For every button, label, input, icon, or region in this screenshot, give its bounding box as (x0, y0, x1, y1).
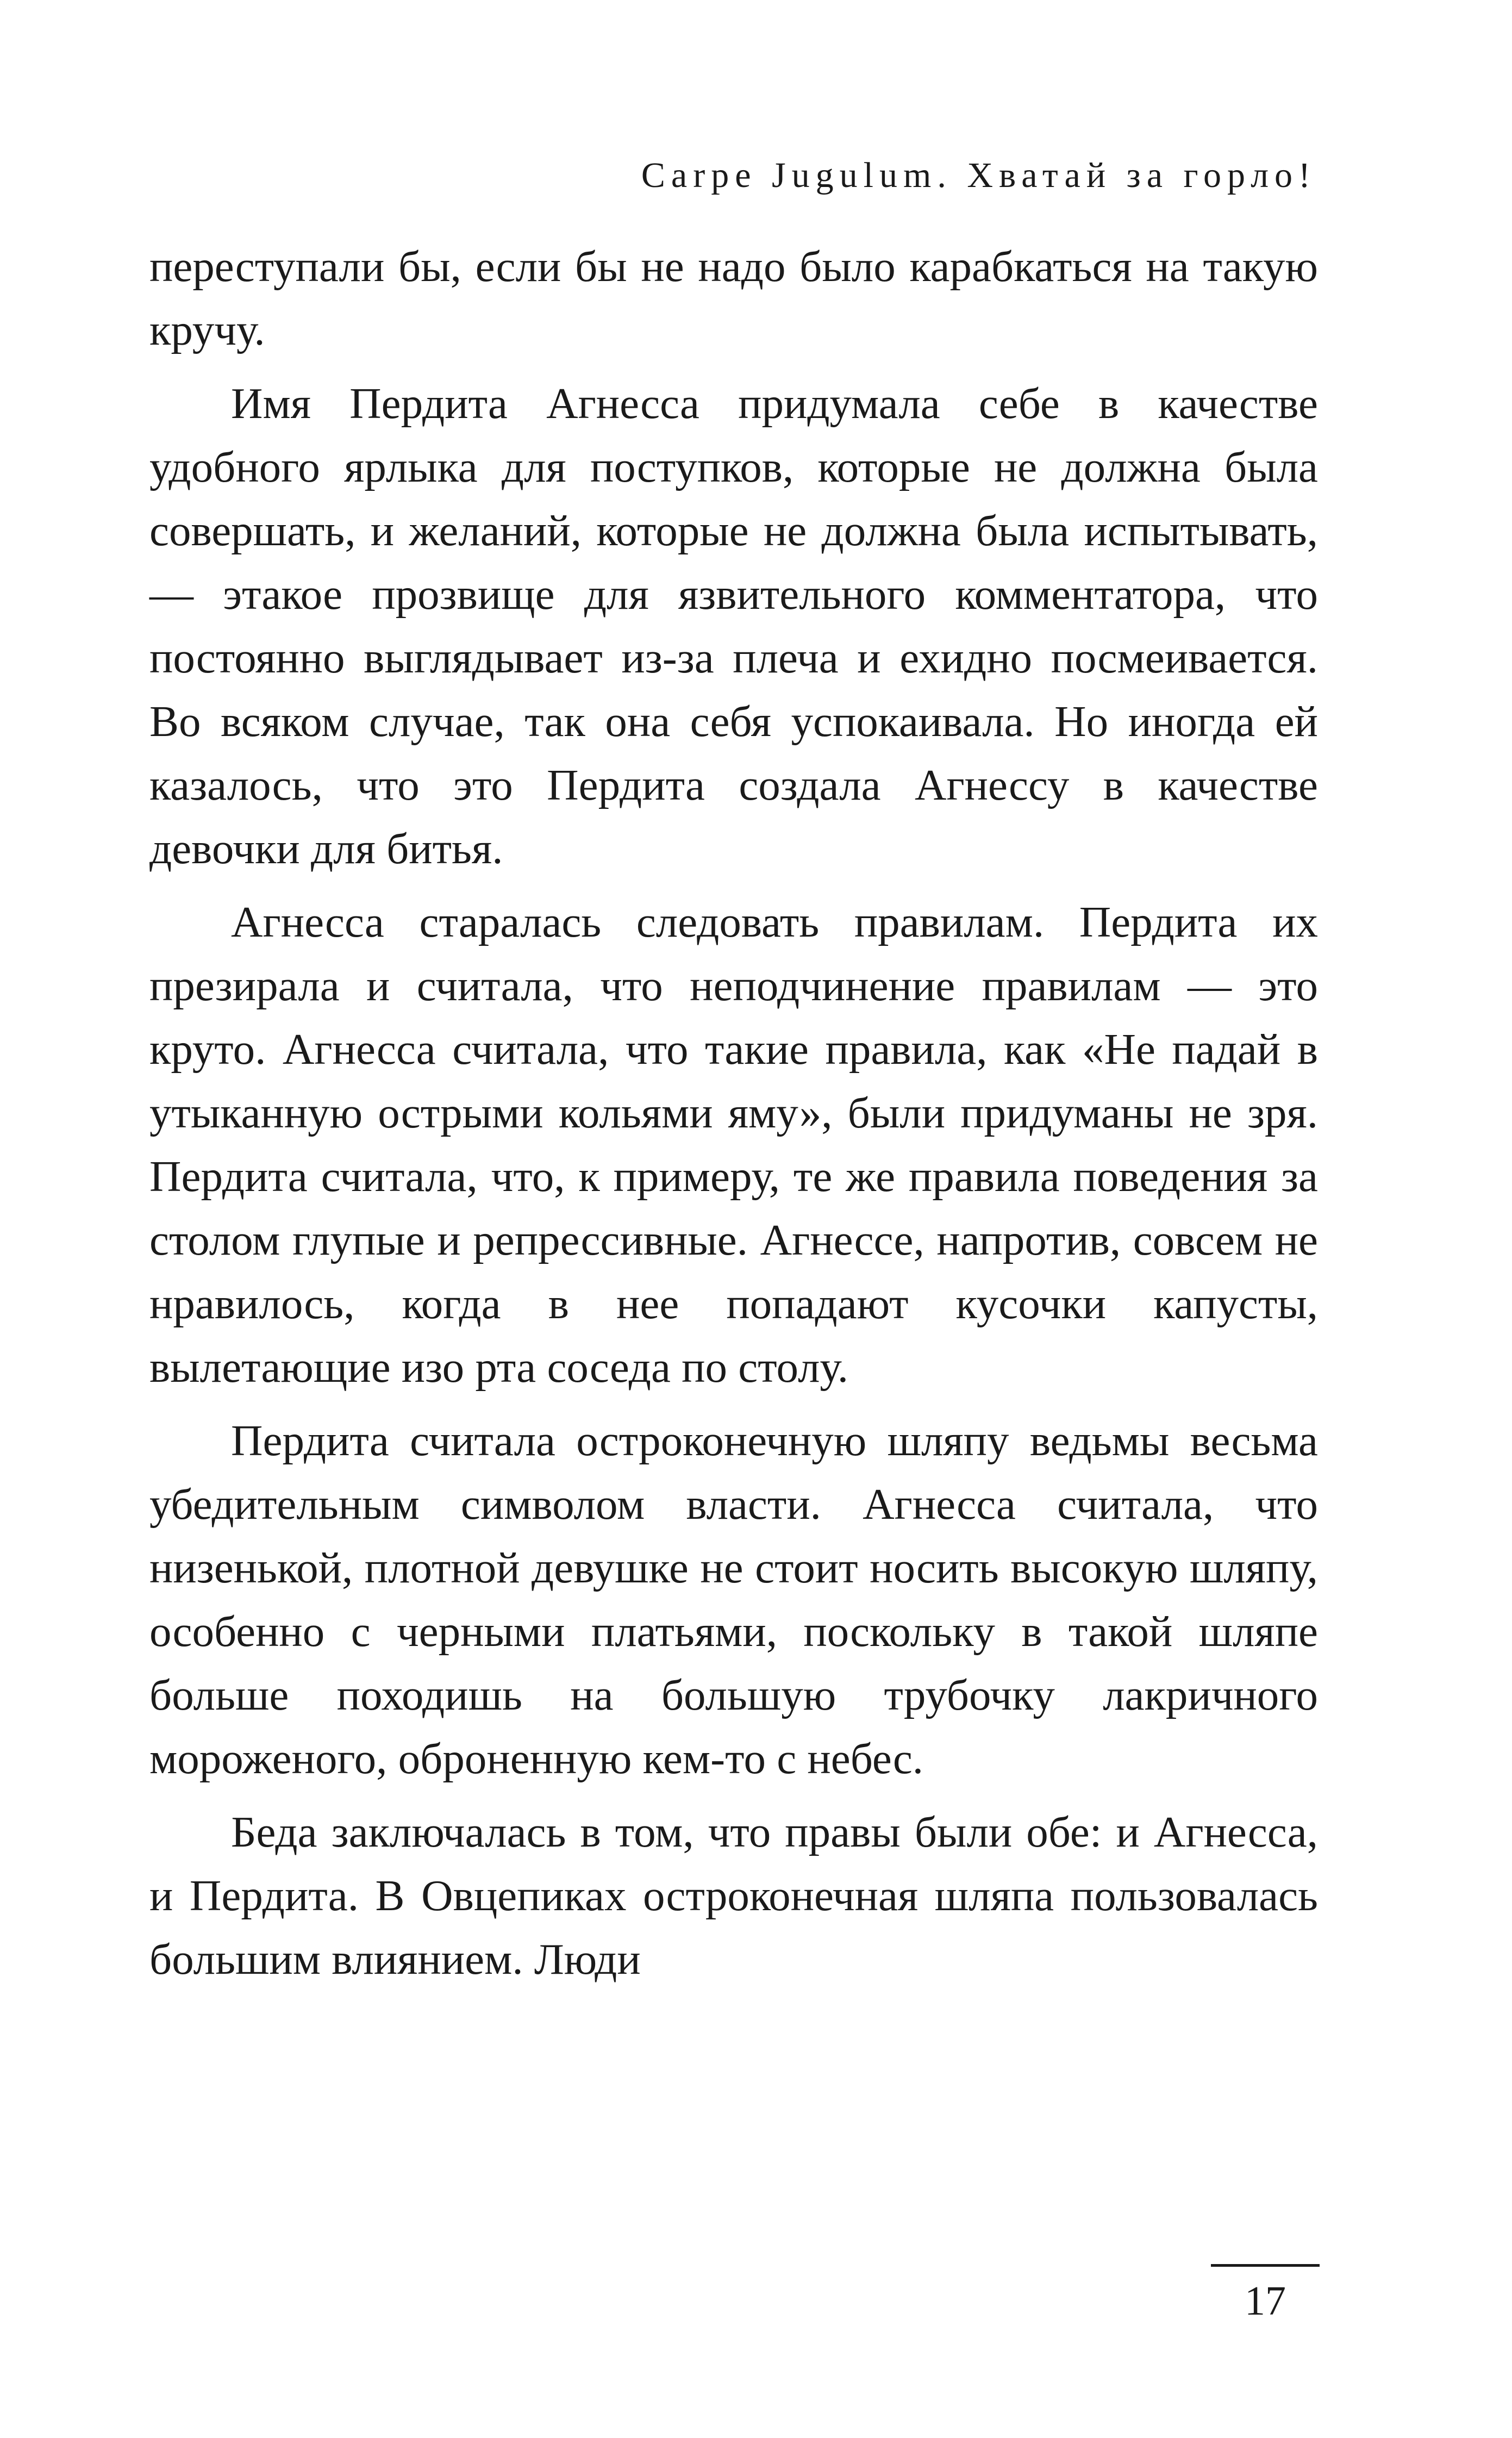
paragraph: Беда заключалась в том, что правы были обе: и Агнесса, и Пердита. В Овцепиках остроконечная шляпа пользовалась большим влиянием. Люди (149, 1807, 1318, 1984)
paragraph-continuation: переступали бы, если бы не надо было карабкаться на такую кручу. (149, 242, 1318, 354)
paragraph: Пердита считала остроконечную шляпу ведьмы весьма убедительным символом власти. Агнесса считала, что низенькой, плотной девушке не стоит носить высокую шляпу, особенно с черными платьями, поскольку в такой шляпе больше походишь на большую трубочку лакричного мороженого, оброненную кем-то с небес. (149, 1416, 1318, 1783)
running-head: Carpe Jugulum. Хватай за горло! (641, 155, 1316, 195)
paragraph: Агнесса старалась следовать правилам. Пердита их презирала и считала, что неподчинение правилам — это круто. Агнесса считала, что такие правила, как «Не падай в утыканную острыми кольями яму», были придуманы не зря. Пердита считала, что, к примеру, те же правила поведения за столом глупые и репрессивные. Агнессе, напротив, совсем не нравилось, когда в нее попадают кусочки капусты, вылетающие изо рта соседа по столу. (149, 897, 1318, 1392)
page-number: 17 (1245, 2278, 1286, 2324)
body-text (149, 235, 1318, 1991)
paragraph: Имя Пердита Агнесса придумала себе в качестве удобного ярлыка для поступков, которые не должна была совершать, и желаний, которые не должна была испытывать, — этакое прозвище для язвительного комментатора, что постоянно выглядывает из-за плеча и ехидно посмеивается. Во всяком случае, так она себя успокаивала. Но иногда ей казалось, что это Пердита создала Агнессу в качестве девочки для битья. (149, 379, 1318, 873)
folio-rule (1211, 2264, 1320, 2267)
